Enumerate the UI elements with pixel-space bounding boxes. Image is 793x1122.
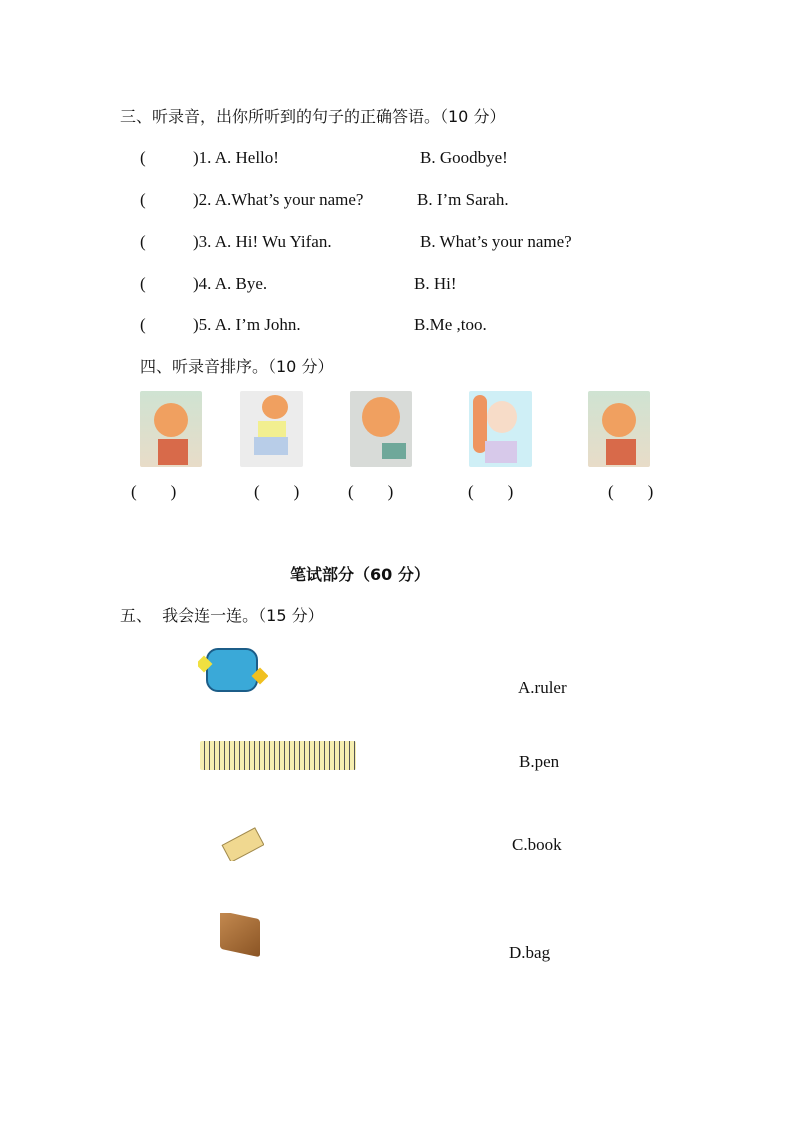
section5-title: 五、 我会连一连。（15 分） [120,606,324,625]
option-b: B.Me ,too. [414,315,487,334]
order-blank-1[interactable]: ( ) [131,482,177,501]
ruler-picture [200,741,356,770]
answer-blank[interactable]: ( [140,274,146,293]
girl-with-bag-picture [240,391,303,467]
option-d-bag: D.bag [509,943,551,962]
order-blank-2[interactable]: ( ) [254,482,300,501]
eraser-picture [220,827,264,861]
section4-title: 四、听录音排序。（10 分） [140,357,334,376]
answer-blank[interactable]: ( [140,190,146,209]
order-blank-5[interactable]: ( ) [608,482,654,501]
section3-title: 三、听录音，出你所听到的句子的正确答语。（10 分） [120,107,506,126]
book-picture [216,913,268,959]
order-blank-4[interactable]: ( ) [468,482,514,501]
boy-with-book-picture [140,391,202,467]
option-a: )4. A. Bye. [193,274,268,293]
option-b-pen: B.pen [519,752,560,771]
written-part-heading: 笔试部分（60 分） [290,565,430,584]
option-a: )5. A. I’m John. [193,315,301,334]
answer-blank[interactable]: ( [140,148,146,167]
option-b: B. Goodbye! [420,148,508,167]
answer-blank[interactable]: ( [140,315,146,334]
bag-picture [198,640,268,694]
option-c-book: C.book [512,835,562,854]
order-blank-3[interactable]: ( ) [348,482,394,501]
answer-blank[interactable]: ( [140,232,146,251]
boy-with-book-picture [588,391,650,467]
option-a: )3. A. Hi! Wu Yifan. [193,232,332,251]
option-b: B. I’m Sarah. [417,190,509,209]
option-b: B. What’s your name? [420,232,572,251]
option-a: )1. A. Hello! [193,148,279,167]
option-a-ruler: A.ruler [518,678,567,697]
girl-with-pen-picture [469,391,532,467]
boy-with-pencil-box-picture [350,391,412,467]
option-b: B. Hi! [414,274,457,293]
option-a: )2. A.What’s your name? [193,190,364,209]
